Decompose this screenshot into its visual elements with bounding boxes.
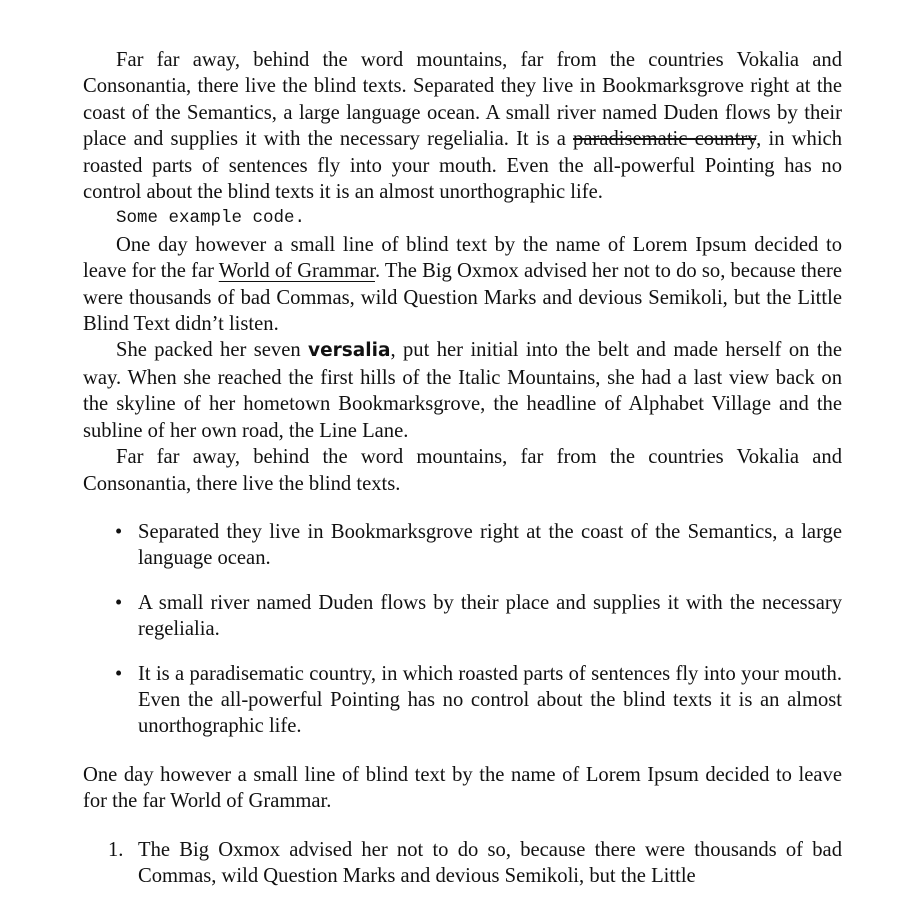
- text-span: She packed her seven: [116, 339, 309, 362]
- list-item: [83, 519, 842, 572]
- list-item: [83, 837, 842, 890]
- bullet-icon: •: [115, 591, 123, 614]
- paragraph-3: [83, 337, 842, 444]
- text-span: One day however a small line of blind text by the name of Lorem Ipsum decided to leave for the far: [83, 233, 842, 283]
- bold-text: versalia: [308, 340, 391, 362]
- paragraph-2: [83, 232, 842, 338]
- list-item-text: A small river named Duden flows by their place and supplies it with the necessary regelialia.: [138, 591, 842, 641]
- list-item: [83, 590, 842, 643]
- bullet-list: [83, 519, 842, 740]
- list-item-text: Separated they live in Bookmarksgrove right at the coast of the Semantics, a large language ocean.: [138, 520, 842, 570]
- text-span: , put her initial into the belt and made herself on the way. When she reached the first hills of the Italic Mountains, she had a last view back on the skyline of her hometown Bookmarksgrove, the headline of Alphabet Village and the subline of her own road, the Line Lane.: [83, 339, 842, 442]
- list-item-text: The Big Oxmox advised her not to do so, because there were thousands of bad Commas, wild Question Marks and devious Semikoli, but the Little: [138, 838, 842, 887]
- list-item-text: It is a paradisematic country, in which roasted parts of sentences fly into your mouth. Even the all-powerful Pointing has no control about the blind texts it is an almost unorthographic life.: [138, 662, 842, 738]
- text-span: Far far away, behind the word mountains, far from the countries Vokalia and Consonantia, there live the blind texts. Separated they live in Bookmarksgrove right at the coast of the Semantics, a large language ocean. A small river named Duden flows by their place and supplies it with the necessary regelialia. It is a: [83, 49, 842, 151]
- document-page: [83, 47, 842, 889]
- code-snippet: Some example code.: [116, 208, 306, 229]
- text-span: , in which roasted parts of sentences fly into your mouth. Even the all-powerful Pointing has no control about the blind texts it is an almost unorthographic life.: [83, 128, 842, 204]
- underlined-link[interactable]: World of Grammar: [218, 260, 375, 283]
- paragraph-5: One day however a small line of blind text by the name of Lorem Ipsum decided to leave for the far World of Grammar.: [83, 763, 842, 813]
- strikethrough-text: paradisematic country: [573, 128, 757, 151]
- list-item: [83, 661, 842, 740]
- bullet-icon: •: [115, 662, 123, 685]
- bullet-icon: •: [115, 520, 123, 543]
- paragraph-1: [83, 47, 842, 205]
- numbered-list: [83, 837, 842, 890]
- text-span: . The Big Oxmox advised her not to do so, because there were thousands of bad Commas, wild Question Marks and devious Semikoli, but the Little Blind Text didn’t listen.: [83, 260, 842, 336]
- paragraph-4: Far far away, behind the word mountains, far from the countries Vokalia and Consonantia, there live the blind texts.: [83, 446, 842, 495]
- list-number: 1.: [108, 838, 124, 861]
